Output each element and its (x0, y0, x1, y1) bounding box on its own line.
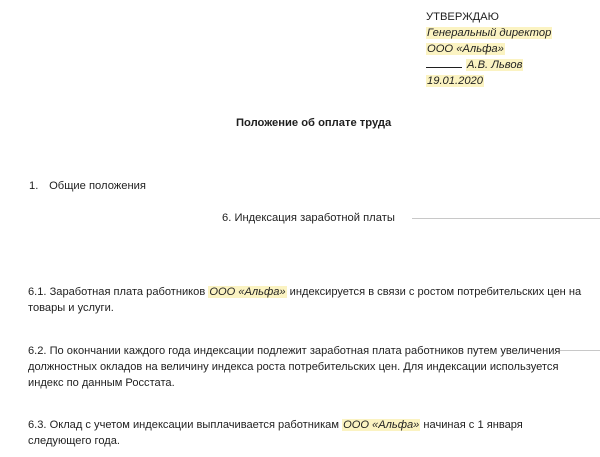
paragraph-text: 6.3. Оклад с учетом индексации выплачивается работникам (28, 419, 343, 431)
section-divider (412, 218, 600, 219)
company-highlight: ООО «Альфа» (343, 419, 420, 431)
approval-position (426, 25, 552, 41)
company-highlight: ООО «Альфа» (209, 286, 286, 298)
section-heading-general (29, 180, 146, 192)
approval-position-text: Генеральный директор (427, 27, 552, 39)
approval-heading: УТВЕРЖДАЮ (426, 11, 499, 23)
paragraph-6-1 (28, 284, 588, 316)
approval-date (426, 73, 552, 89)
document-title: Положение об оплате труда (236, 117, 392, 129)
paragraph-text: начиная с 1 января следующего года. (28, 419, 523, 447)
section-label: Общие положения (49, 180, 146, 192)
approval-signature (426, 57, 552, 73)
paragraph-6-3 (28, 417, 588, 449)
paragraph-text: 6.1. Заработная плата работников (28, 286, 209, 298)
approval-company (426, 41, 552, 57)
section-number: 1. (29, 180, 39, 192)
approval-signer: А.В. Львов (467, 59, 523, 71)
paragraph-6-2 (28, 343, 588, 391)
approval-block (426, 9, 552, 89)
paragraph-text: индексируется в связи с ростом потребительских цен на товары и услуги. (28, 286, 582, 314)
signature-line (426, 58, 462, 68)
paragraph-text: 6.2. По окончании каждого года индексации подлежит заработная плата работников путем увеличения должностных окладов на величину индекса роста потребительских цен. Для индексации используется индекс по данным Росстата. (28, 345, 561, 389)
approval-date-text: 19.01.2020 (427, 75, 483, 87)
approval-company-text: ООО «Альфа» (427, 43, 504, 55)
section-heading-indexation: 6. Индексация заработной платы (222, 212, 395, 224)
